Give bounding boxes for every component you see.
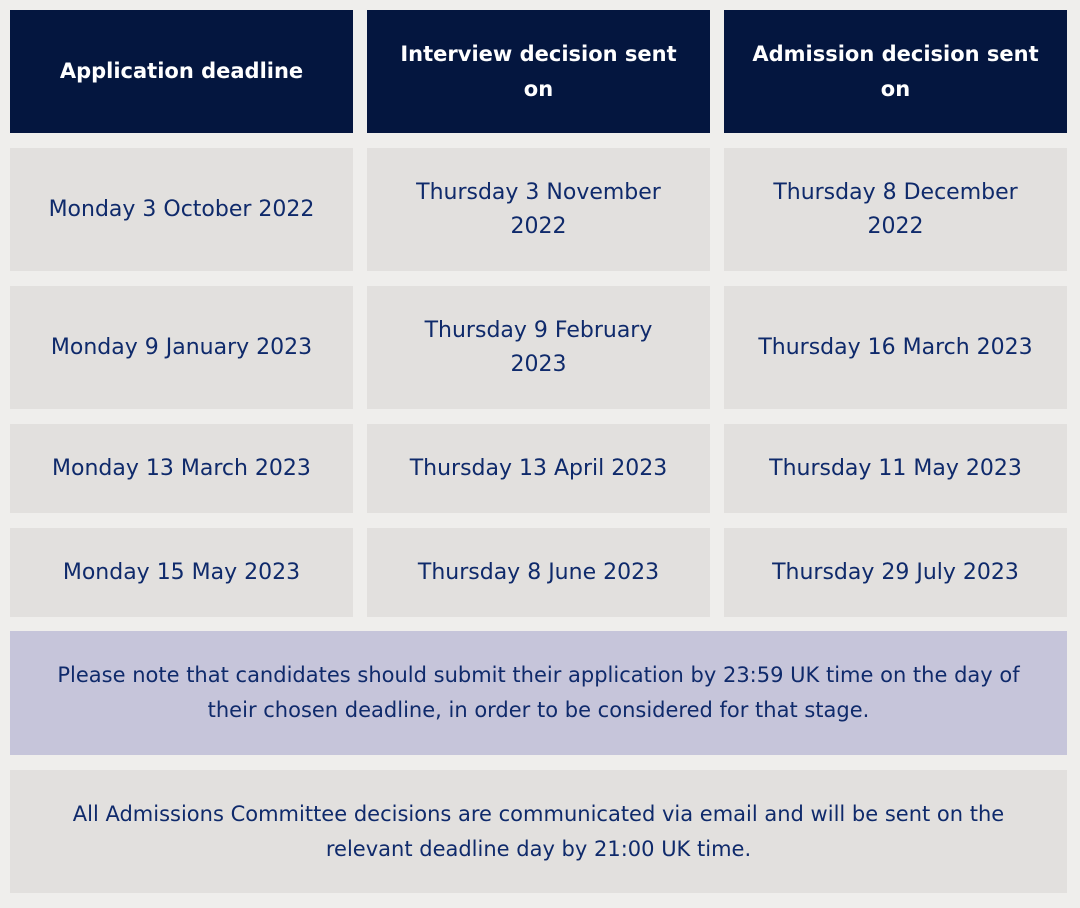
header-interview-decision: Interview decision sent on xyxy=(367,10,710,133)
table-cell: Thursday 3 November 2022 xyxy=(367,148,710,271)
table-cell: Thursday 16 March 2023 xyxy=(724,286,1067,409)
table-cell: Thursday 29 July 2023 xyxy=(724,528,1067,617)
table-cell: Monday 15 May 2023 xyxy=(10,528,353,617)
submission-note: Please note that candidates should submit their application by 23:59 UK time on the day of their chosen deadline, in order to be considered for that stage. xyxy=(10,631,1067,755)
table-cell: Thursday 8 December 2022 xyxy=(724,148,1067,271)
communication-note: All Admissions Committee decisions are communicated via email and will be sent on the relevant deadline day by 21:00 UK time. xyxy=(10,770,1067,893)
table-cell: Monday 3 October 2022 xyxy=(10,148,353,271)
table-cell: Thursday 8 June 2023 xyxy=(367,528,710,617)
table-cell: Thursday 11 May 2023 xyxy=(724,424,1067,513)
table-cell: Thursday 13 April 2023 xyxy=(367,424,710,513)
header-admission-decision: Admission decision sent on xyxy=(724,10,1067,133)
table-cell: Thursday 9 February 2023 xyxy=(367,286,710,409)
table-cell: Monday 13 March 2023 xyxy=(10,424,353,513)
header-application-deadline: Application deadline xyxy=(10,10,353,133)
table-cell: Monday 9 January 2023 xyxy=(10,286,353,409)
